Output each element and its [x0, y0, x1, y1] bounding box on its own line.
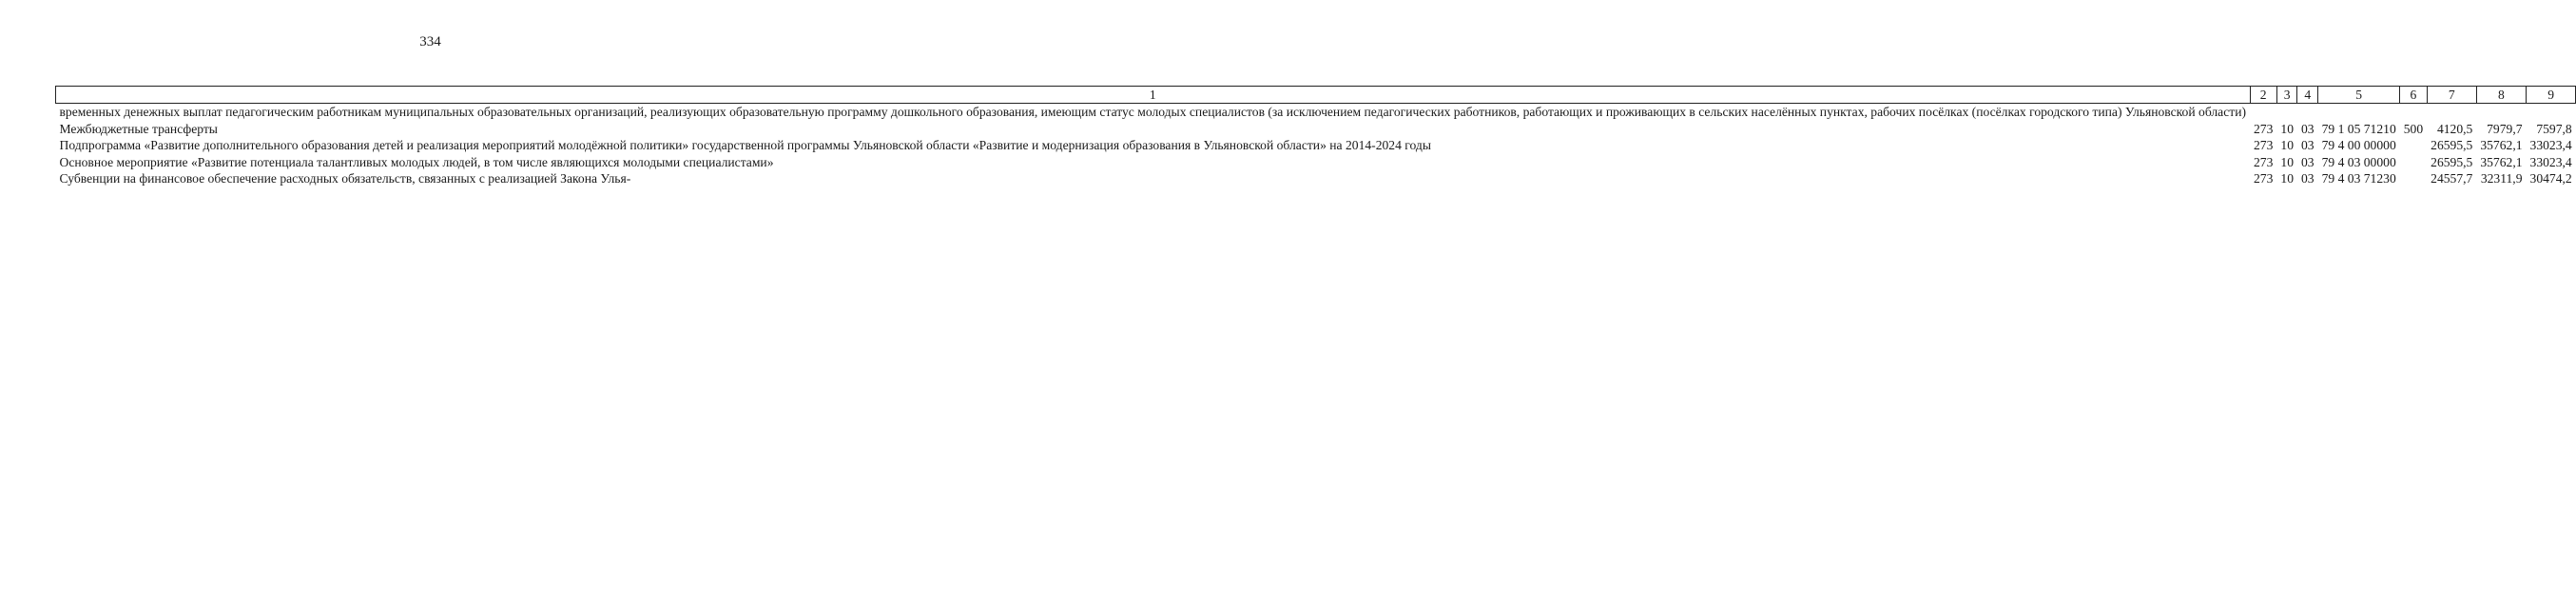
row-description: Субвенции на финансовое обеспечение расходных обязательств, связанных с реализацией Закона Улья-	[59, 171, 631, 187]
page-number: 334	[419, 34, 441, 49]
header-cell-5: 5	[2318, 87, 2400, 104]
cell-amount-2: 7979,7	[2487, 121, 2523, 136]
cell-section: 10	[2280, 154, 2294, 169]
header-cell-3: 3	[2276, 87, 2297, 104]
cell-ministry	[2250, 104, 2276, 121]
row-description: Подпрограмма «Развитие дополнительного образования детей и реализация мероприятий молодёжной политики» государственной программы Ульяновской области «Развитие и модернизация образования в Ульяновской области» на 2014-2024 годы	[59, 138, 1431, 153]
cell-amount-3: 7597,8	[2536, 121, 2572, 136]
cell-expense-type	[2400, 170, 2427, 187]
header-cell-8: 8	[2476, 87, 2526, 104]
cell-amount-1	[2427, 104, 2476, 121]
cell-section: 10	[2280, 138, 2294, 153]
cell-amount-1: 26595,5	[2431, 154, 2473, 169]
row-description: Основное мероприятие «Развитие потенциала талантливых молодых людей, в том числе являющихся молодыми специалистами»	[59, 154, 774, 169]
cell-subsection	[2297, 104, 2318, 121]
cell-subsection: 03	[2300, 121, 2315, 136]
cell-expense-type: 500	[2403, 121, 2424, 136]
cell-amount-2	[2476, 104, 2526, 121]
cell-amount-2: 35762,1	[2480, 138, 2523, 153]
header-cell-7: 7	[2427, 87, 2476, 104]
cell-amount-2: 35762,1	[2480, 154, 2523, 169]
cell-section: 10	[2280, 121, 2294, 136]
table-row	[56, 104, 2576, 121]
cell-amount-3: 33023,4	[2529, 154, 2572, 169]
cell-subsection: 03	[2300, 154, 2315, 169]
table-row	[56, 170, 2576, 187]
cell-target-article: 79 1 05 71210	[2321, 121, 2396, 136]
budget-table	[55, 86, 2576, 187]
cell-expense-type	[2400, 137, 2427, 153]
cell-target-article: 79 4 03 00000	[2321, 154, 2396, 169]
cell-ministry: 273	[2254, 138, 2274, 153]
header-cell-1: 1	[56, 87, 2251, 104]
row-description: Межбюджетные трансферты	[59, 121, 218, 136]
header-row	[56, 87, 2576, 104]
table-row	[56, 121, 2576, 137]
cell-target-article: 79 4 03 71230	[2321, 171, 2396, 187]
cell-amount-1: 4120,5	[2436, 121, 2473, 136]
cell-ministry: 273	[2254, 171, 2274, 187]
cell-target-article	[2318, 104, 2400, 121]
header-cell-2: 2	[2250, 87, 2276, 104]
cell-amount-3	[2527, 104, 2576, 121]
cell-expense-type	[2400, 154, 2427, 170]
cell-subsection: 03	[2300, 171, 2315, 187]
header-cell-6: 6	[2400, 87, 2427, 104]
header-cell-9: 9	[2527, 87, 2576, 104]
cell-expense-type	[2400, 104, 2427, 121]
cell-section: 10	[2280, 171, 2294, 187]
cell-amount-3: 30474,2	[2529, 171, 2572, 187]
cell-amount-1: 24557,7	[2431, 171, 2473, 187]
cell-ministry: 273	[2254, 154, 2274, 169]
table-row	[56, 154, 2576, 170]
header-cell-4: 4	[2297, 87, 2318, 104]
row-description: временных денежных выплат педагогическим работникам муниципальных образовательных организаций, реализующих образовательную программу дошкольного образования, имеющим статус молодых специалистов (за исключением педагогических работников, работающих и проживающих в сельских населённых пунктах, рабочих посёлках (посёлках городского типа) Ульяновской области)	[59, 105, 2246, 120]
cell-target-article: 79 4 00 00000	[2321, 138, 2396, 153]
cell-amount-2: 32311,9	[2480, 171, 2523, 187]
cell-ministry: 273	[2254, 121, 2274, 136]
cell-section	[2276, 104, 2297, 121]
table-row	[56, 137, 2576, 153]
cell-amount-3: 33023,4	[2529, 138, 2572, 153]
cell-amount-1: 26595,5	[2431, 138, 2473, 153]
cell-subsection: 03	[2300, 138, 2315, 153]
